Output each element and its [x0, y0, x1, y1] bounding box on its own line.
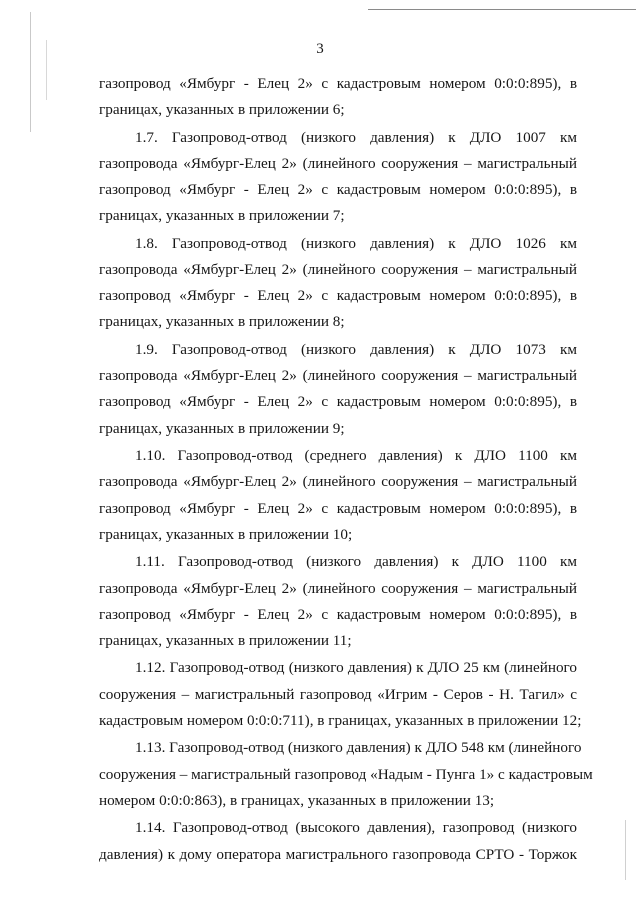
paragraph-line: газопровод «Ямбург - Елец 2» с кадастровым номером 0:0:0:895), в — [99, 605, 577, 623]
paragraph-p1-9 — [99, 337, 577, 442]
document-body — [99, 71, 593, 868]
paragraph-line: 1.11. Газопровод-отвод (низкого давления) к ДЛО 1100 км — [135, 553, 577, 571]
paragraph-line: 1.14. Газопровод-отвод (высокого давления), газопровод (низкого — [135, 819, 577, 837]
paragraph-p1-11 — [99, 549, 577, 654]
scan-left-mark — [30, 12, 31, 132]
paragraph-line: сооружения – магистральный газопровод «Надым - Пунга 1» с кадастровым — [99, 765, 593, 783]
scan-top-rule — [368, 9, 636, 10]
paragraph-p1-7 — [99, 125, 577, 230]
paragraph-line: газопровода «Ямбург-Елец 2» (линейного сооружения – магистральный — [99, 261, 577, 279]
scan-right-edge-mark — [625, 820, 626, 880]
paragraph-line: границах, указанных в приложении 8; — [99, 313, 345, 331]
paragraph-line: газопровода «Ямбург-Елец 2» (линейного сооружения – магистральный — [99, 367, 577, 385]
paragraph-line: границах, указанных в приложении 9; — [99, 419, 345, 437]
paragraph-line: газопровод «Ямбург - Елец 2» с кадастровым номером 0:0:0:895), в — [99, 393, 577, 411]
paragraph-line: 1.13. Газопровод-отвод (низкого давления) к ДЛО 548 км (линейного — [135, 739, 582, 757]
paragraph-line: давления) к дому оператора магистрального газопровода СРТО - Торжок — [99, 845, 577, 863]
paragraph-line: газопровод «Ямбург - Елец 2» с кадастровым номером 0:0:0:895), в — [99, 181, 577, 199]
paragraph-p1-13 — [99, 735, 593, 814]
paragraph-p1-14 — [99, 815, 577, 867]
paragraph-line: границах, указанных в приложении 6; — [99, 101, 345, 119]
paragraph-line: 1.8. Газопровод-отвод (низкого давления) к ДЛО 1026 км — [135, 234, 577, 252]
paragraph-line: 1.7. Газопровод-отвод (низкого давления) к ДЛО 1007 км — [135, 128, 577, 146]
paragraph-line: номером 0:0:0:863), в границах, указанных в приложении 13; — [99, 791, 495, 809]
paragraph-p1-10 — [99, 443, 577, 548]
paragraph-line: газопровод «Ямбург - Елец 2» с кадастровым номером 0:0:0:895), в — [99, 287, 577, 305]
paragraph-line: 1.12. Газопровод-отвод (низкого давления) к ДЛО 25 км (линейного — [135, 659, 577, 677]
paragraph-line: газопровод «Ямбург - Елец 2» с кадастровым номером 0:0:0:895), в — [99, 499, 577, 517]
paragraph-line: 1.9. Газопровод-отвод (низкого давления) к ДЛО 1073 км — [135, 341, 577, 359]
paragraph-line: сооружения – магистральный газопровод «Игрим - Серов - Н. Тагил» с — [99, 685, 577, 703]
paragraph-line: газопровода «Ямбург-Елец 2» (линейного сооружения – магистральный — [99, 579, 577, 597]
paragraph-line: газопровода «Ямбург-Елец 2» (линейного сооружения – магистральный — [99, 473, 577, 491]
paragraph-p1-12 — [99, 655, 582, 734]
paragraph-p1-8 — [99, 231, 577, 336]
paragraph-p1-6-cont — [99, 71, 577, 123]
paragraph-line: границах, указанных в приложении 7; — [99, 207, 345, 225]
paragraph-line: границах, указанных в приложении 10; — [99, 525, 353, 543]
paragraph-line: 1.10. Газопровод-отвод (среднего давления) к ДЛО 1100 км — [135, 447, 577, 465]
page-number: 3 — [316, 41, 324, 57]
paragraph-line: газопровод «Ямбург - Елец 2» с кадастровым номером 0:0:0:895), в — [99, 75, 577, 92]
paragraph-line: границах, указанных в приложении 11; — [99, 631, 352, 649]
paragraph-line: кадастровым номером 0:0:0:711), в границах, указанных в приложении 12; — [99, 711, 582, 729]
paragraph-line: газопровода «Ямбург-Елец 2» (линейного сооружения – магистральный — [99, 154, 577, 172]
